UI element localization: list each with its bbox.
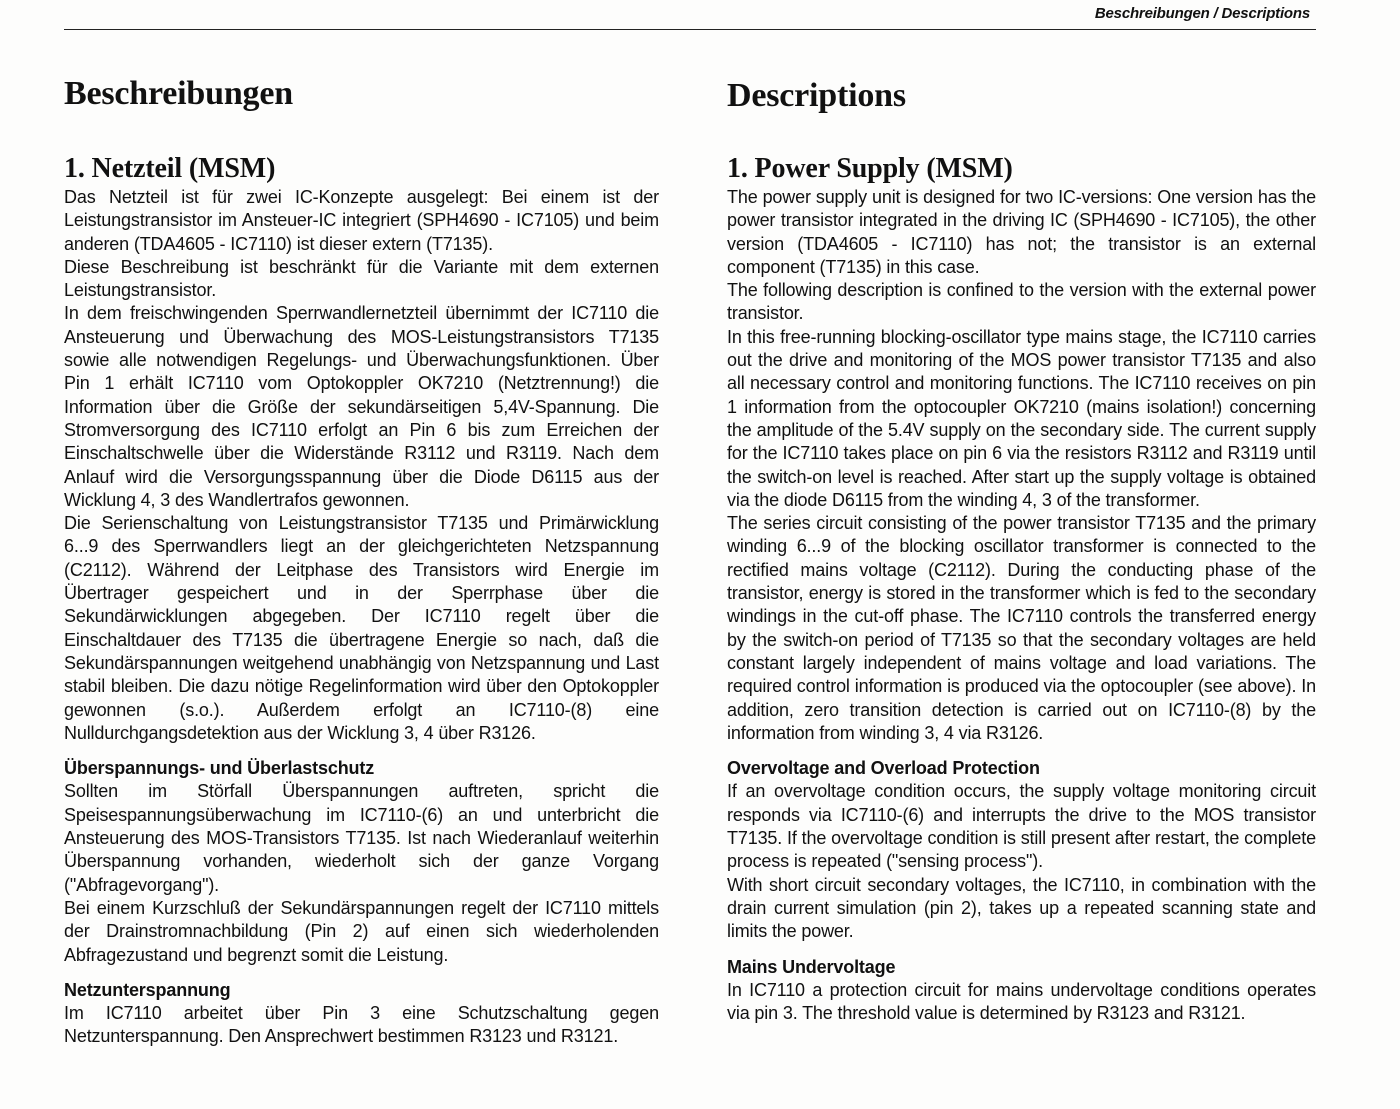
german-overvoltage-paragraph: Sollten im Störfall Überspannungen auftreten, spricht die Speisespannungsüberwachung im IC7110-(6) an und unterbricht die Ansteuerung des MOS-Transistors T7135. Ist nach Wiederanlauf weiterhin Überspannung vorhanden, wiederholt sich der ganze Vorgang ("Abfragevorgang").	[64, 781, 659, 895]
german-overvoltage-heading: Überspannungs- und Überlastschutz	[64, 758, 375, 779]
german-title: Beschreibungen	[64, 75, 293, 112]
english-undervoltage-heading: Mains Undervoltage	[727, 956, 896, 977]
english-column	[727, 72, 1316, 1025]
german-undervoltage-paragraph: Im IC7110 arbeitet über Pin 3 eine Schutzschaltung gegen Netzunterspannung. Den Ansprechwert bestimmen R3123 und R3121.	[64, 1003, 659, 1047]
english-paragraph: The series circuit consisting of the power transistor T7135 and the primary winding 6...9 of the blocking oscillator transformer is connected to the rectified mains voltage (C2112). During the conducting phase of the transistor, energy is stored in the transformer which is fed to the secondary windings in the cut-off phase. The IC7110 controls the transferred energy by the switch-on period of T7135 so that the secondary voltages are held constant largely independent of mains voltage and load variations. The required control information is produced via the optocoupler (see above). In addition, zero transition detection is carried out on IC7110-(8) by the information from winding 3, 4 via R3126.	[727, 513, 1316, 743]
header-rule	[64, 29, 1316, 30]
german-overvoltage-paragraph: Bei einem Kurzschluß der Sekundärspannungen regelt der IC7110 mittels der Drainstromnachbildung (Pin 2) auf einen sich wiederholenden Abfragezustand und begrenzt somit die Leistung.	[64, 897, 659, 965]
german-undervoltage-heading: Netzunterspannung	[64, 979, 231, 1000]
german-paragraph: In dem freischwingenden Sperrwandlernetzteil übernimmt der IC7110 die Ansteuerung und Überwachung des MOS-Leistungstransistors T7135 sowie alle notwendigen Regelungs- und Überwachungsfunktionen. Über Pin 1 erhält IC7110 vom Optokoppler OK7210 (Netztrennung!) die Information über die Größe der sekundärseitigen 5,4V-Spannung. Die Stromversorgung des IC7110 erfolgt an Pin 6 bis zum Erreichen der Einschaltschwelle über die Widerstände R3112 und R3119. Nach dem Anlauf wird die Versorgungsspannung über die Diode D6115 aus der Wicklung 4, 3 des Wandlertrafos gewonnen.	[64, 303, 659, 510]
german-paragraph: Das Netzteil ist für zwei IC-Konzepte ausgelegt: Bei einem ist der Leistungstransistor im Ansteuer-IC integriert (SPH4690 - IC7105) und beim anderen (TDA4605 - IC7110) ist dieser extern (T7135).	[64, 187, 659, 254]
english-paragraph: In this free-running blocking-oscillator type mains stage, the IC7110 carries out the drive and monitoring of the MOS power transistor T7135 and also all necessary control and monitoring functions. The IC7110 receives on pin 1 information from the optocoupler OK7210 (mains isolation!) concerning the amplitude of the 5.4V supply on the secondary side. The current supply for the IC7110 takes place on pin 6 via the resistors R3112 and R3119 until the switch-on level is reached. After start up the supply voltage is obtained via the diode D6115 from the winding 4, 3 of the transformer.	[727, 326, 1316, 510]
running-header: Beschreibungen / Descriptions	[1094, 5, 1310, 22]
english-overvoltage-paragraph: With short circuit secondary voltages, the IC7110, in combination with the drain current simulation (pin 2), takes up a repeated scanning state and limits the power.	[727, 874, 1316, 942]
german-paragraph: Diese Beschreibung ist beschränkt für die Variante mit dem externen Leistungstransistor.	[64, 256, 659, 301]
english-title: Descriptions	[727, 77, 906, 114]
english-section-title: 1. Power Supply (MSM)	[727, 153, 1013, 184]
english-overvoltage-heading: Overvoltage and Overload Protection	[727, 758, 1040, 779]
german-paragraph: Die Serienschaltung von Leistungstransistor T7135 und Primärwicklung 6...9 des Sperrwandlers liegt an der gleichgerichteten Netzspannung (C2112). Während der Leitphase des Transistors wird Energie im Übertrager gespeichert und in der Sperrphase über die Sekundärwicklungen abgegeben. Der IC7110 regelt über die Einschaltdauer des T7135 die übertragene Energie so nach, daß die Sekundärspannungen weitgehend unabhängig von Netzspannung und Last stabil bleiben. Die dazu nötige Regelinformation wird über den Optokoppler gewonnen (s.o.). Außerdem erfolgt an IC7110-(8) eine Nulldurchgangsdetektion aus der Wicklung 3, 4 über R3126.	[64, 513, 659, 743]
german-section-title: 1. Netzteil (MSM)	[64, 153, 276, 184]
english-paragraph: The power supply unit is designed for two IC-versions: One version has the power transistor integrated in the driving IC (SPH4690 - IC7105), the other version (TDA4605 - IC7110) has not; the transistor is an external component (T7135) in this case.	[727, 187, 1316, 277]
english-paragraph: The following description is confined to the version with the external power transistor.	[727, 280, 1316, 324]
german-column	[64, 72, 659, 1049]
english-undervoltage-paragraph: In IC7110 a protection circuit for mains undervoltage conditions operates via pin 3. The threshold value is determined by R3123 and R3121.	[727, 979, 1316, 1024]
english-overvoltage-paragraph: If an overvoltage condition occurs, the supply voltage monitoring circuit responds via IC7110-(6) and interrupts the drive to the MOS transistor T7135. If the overvoltage condition is still present after restart, the complete process is repeated ("sensing process").	[727, 781, 1316, 872]
